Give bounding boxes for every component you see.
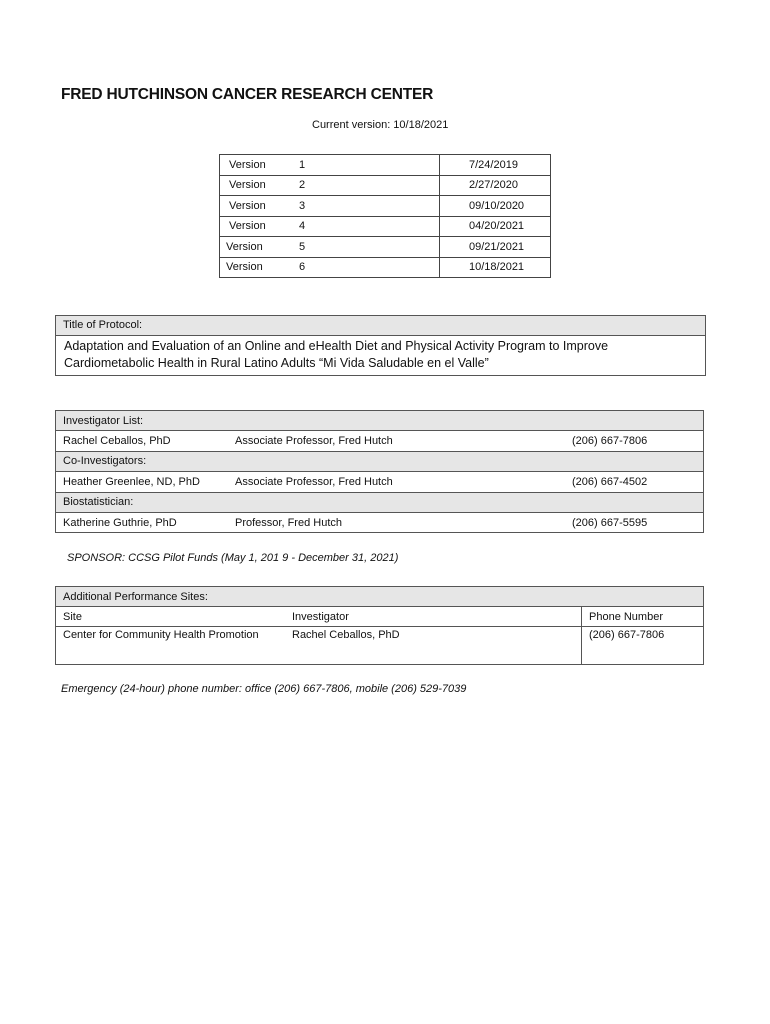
- biostatistician-name: Katherine Guthrie, PhD: [56, 512, 229, 532]
- version-number: 6: [299, 257, 440, 278]
- co-investigator-name: Heather Greenlee, ND, PhD: [56, 472, 229, 492]
- version-row: [220, 175, 551, 196]
- site-phone: (206) 667-7806: [582, 627, 704, 665]
- version-table: [219, 154, 551, 278]
- version-row: [220, 237, 551, 258]
- version-date: 2/27/2020: [440, 175, 551, 196]
- protocol-title: Adaptation and Evaluation of an Online and eHealth Diet and Physical Activity Program to Improve Cardiometabolic Health in Rural Latino Adults “Mi Vida Saludable en el Valle”: [64, 339, 609, 370]
- investigator-phone: (206) 667-7806: [565, 431, 704, 451]
- version-label: Version: [220, 196, 300, 217]
- biostatistician-role: Professor, Fred Hutch: [228, 512, 565, 532]
- protocol-box: [55, 315, 706, 376]
- version-number: 5: [299, 237, 440, 258]
- version-label: Version: [220, 237, 300, 258]
- table-row: [56, 472, 704, 492]
- co-investigators-header-row: [56, 451, 704, 471]
- version-date: 09/21/2021: [440, 237, 551, 258]
- version-date: 7/24/2019: [440, 155, 551, 176]
- investigator-table: [55, 410, 704, 533]
- version-label: Version: [220, 175, 300, 196]
- investigator-column-header: Investigator: [285, 607, 582, 627]
- co-investigators-header: Co-Investigators:: [56, 451, 704, 471]
- sites-header-row: [56, 587, 704, 607]
- table-row: [56, 431, 704, 451]
- current-version: Current version: 10/18/2021: [312, 119, 449, 131]
- version-row: [220, 216, 551, 237]
- version-label: Version: [220, 216, 300, 237]
- sites-column-row: [56, 607, 704, 627]
- version-date: 10/18/2021: [440, 257, 551, 278]
- biostatistician-header-row: [56, 492, 704, 512]
- site-name: Center for Community Health Promotion: [63, 629, 259, 641]
- co-investigator-phone: (206) 667-4502: [565, 472, 704, 492]
- version-number: 1: [299, 155, 440, 176]
- site-investigator: Rachel Ceballos, PhD: [292, 629, 400, 641]
- investigator-list-header: Investigator List:: [56, 411, 704, 431]
- sponsor-text: SPONSOR: CCSG Pilot Funds (May 1, 201 9 - December 31, 2021): [67, 552, 399, 564]
- version-date: 09/10/2020: [440, 196, 551, 217]
- biostatistician-phone: (206) 667-5595: [565, 512, 704, 532]
- version-row: [220, 196, 551, 217]
- investigator-name: Rachel Ceballos, PhD: [56, 431, 229, 451]
- organization-title: FRED HUTCHINSON CANCER RESEARCH CENTER: [61, 86, 434, 103]
- protocol-header: Title of Protocol:: [56, 316, 705, 336]
- version-label: Version: [220, 257, 300, 278]
- emergency-phone: Emergency (24-hour) phone number: office (206) 667-7806, mobile (206) 529-7039: [61, 683, 467, 695]
- version-label: Version: [220, 155, 300, 176]
- phone-column-header: Phone Number: [582, 607, 704, 627]
- version-date: 04/20/2021: [440, 216, 551, 237]
- version-number: 4: [299, 216, 440, 237]
- table-row: [56, 512, 704, 532]
- biostatistician-header: Biostatistician:: [56, 492, 704, 512]
- version-row: [220, 155, 551, 176]
- sites-header: Additional Performance Sites:: [56, 587, 704, 607]
- site-column-header: Site: [56, 607, 286, 627]
- co-investigator-role: Associate Professor, Fred Hutch: [228, 472, 565, 492]
- version-row: [220, 257, 551, 278]
- investigator-list-header-row: [56, 411, 704, 431]
- table-row: [56, 627, 704, 665]
- version-number: 2: [299, 175, 440, 196]
- performance-sites-table: [55, 586, 704, 665]
- investigator-role: Associate Professor, Fred Hutch: [228, 431, 565, 451]
- version-number: 3: [299, 196, 440, 217]
